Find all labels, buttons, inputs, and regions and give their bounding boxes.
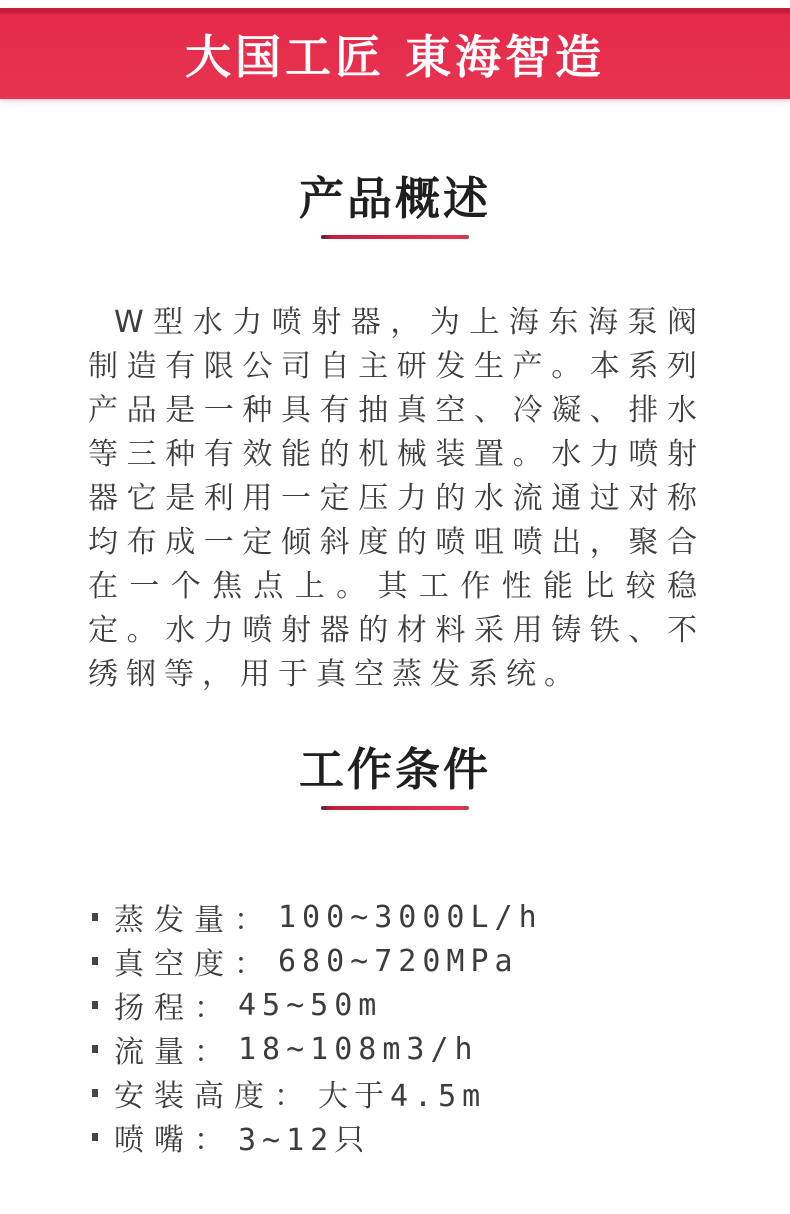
condition-item-nozzles [92,1115,790,1159]
condition-value: 680~720MPa [278,943,519,979]
condition-colon: ： [234,947,264,982]
condition-colon: ： [194,1123,224,1158]
condition-label: 安装高度 [114,1079,274,1114]
section-working-conditions [0,743,790,1159]
condition-colon: ： [194,991,224,1026]
condition-colon: ： [274,1079,304,1114]
condition-label: 真空度 [114,947,234,982]
condition-label: 蒸发量 [114,903,234,938]
condition-item-flow [92,1027,790,1071]
condition-item-lift [92,983,790,1027]
bullet-square-icon [92,1001,98,1009]
condition-value: 100~3000L/h [278,899,543,935]
bullet-square-icon [92,1133,98,1141]
condition-value: 3~12只 [238,1123,371,1158]
condition-item-evaporation [92,895,790,939]
overview-title-underline [321,235,469,239]
section-product-overview [0,172,790,697]
condition-colon: ： [194,1035,224,1070]
condition-item-install-height [92,1071,790,1115]
condition-value: 大于4.5m [318,1079,487,1114]
bullet-square-icon [92,957,98,965]
condition-label: 扬程 [114,991,194,1026]
conditions-list [0,895,790,1159]
header-banner [0,8,790,99]
conditions-title-underline [321,806,469,810]
banner-title: 大国工匠 東海智造 [184,29,605,84]
condition-item-vacuum [92,939,790,983]
bullet-square-icon [92,1089,98,1097]
condition-colon: ： [234,903,264,938]
bullet-square-icon [92,1045,98,1053]
condition-value: 18~108m3/h [238,1031,479,1067]
conditions-section-title: 工作条件 [298,743,491,796]
overview-paragraph: W型水力喷射器，为上海东海泵阀制造有限公司自主研发生产。本系列产品是一种具有抽真空、冷凝、排水等三种有效能的机械装置。水力喷射器它是利用一定压力的水流通过对称均布成一定倾斜度的喷咀喷出，聚合在一个焦点上。其工作性能比较稳定。水力喷射器的材料采用铸铁、不绣钢等，用于真空蒸发系统。 [88,305,705,692]
condition-label: 流量 [114,1035,194,1070]
overview-section-title: 产品概述 [298,172,491,225]
condition-value: 45~50m [238,987,383,1023]
bullet-square-icon [92,913,98,921]
condition-label: 喷嘴 [114,1123,194,1158]
